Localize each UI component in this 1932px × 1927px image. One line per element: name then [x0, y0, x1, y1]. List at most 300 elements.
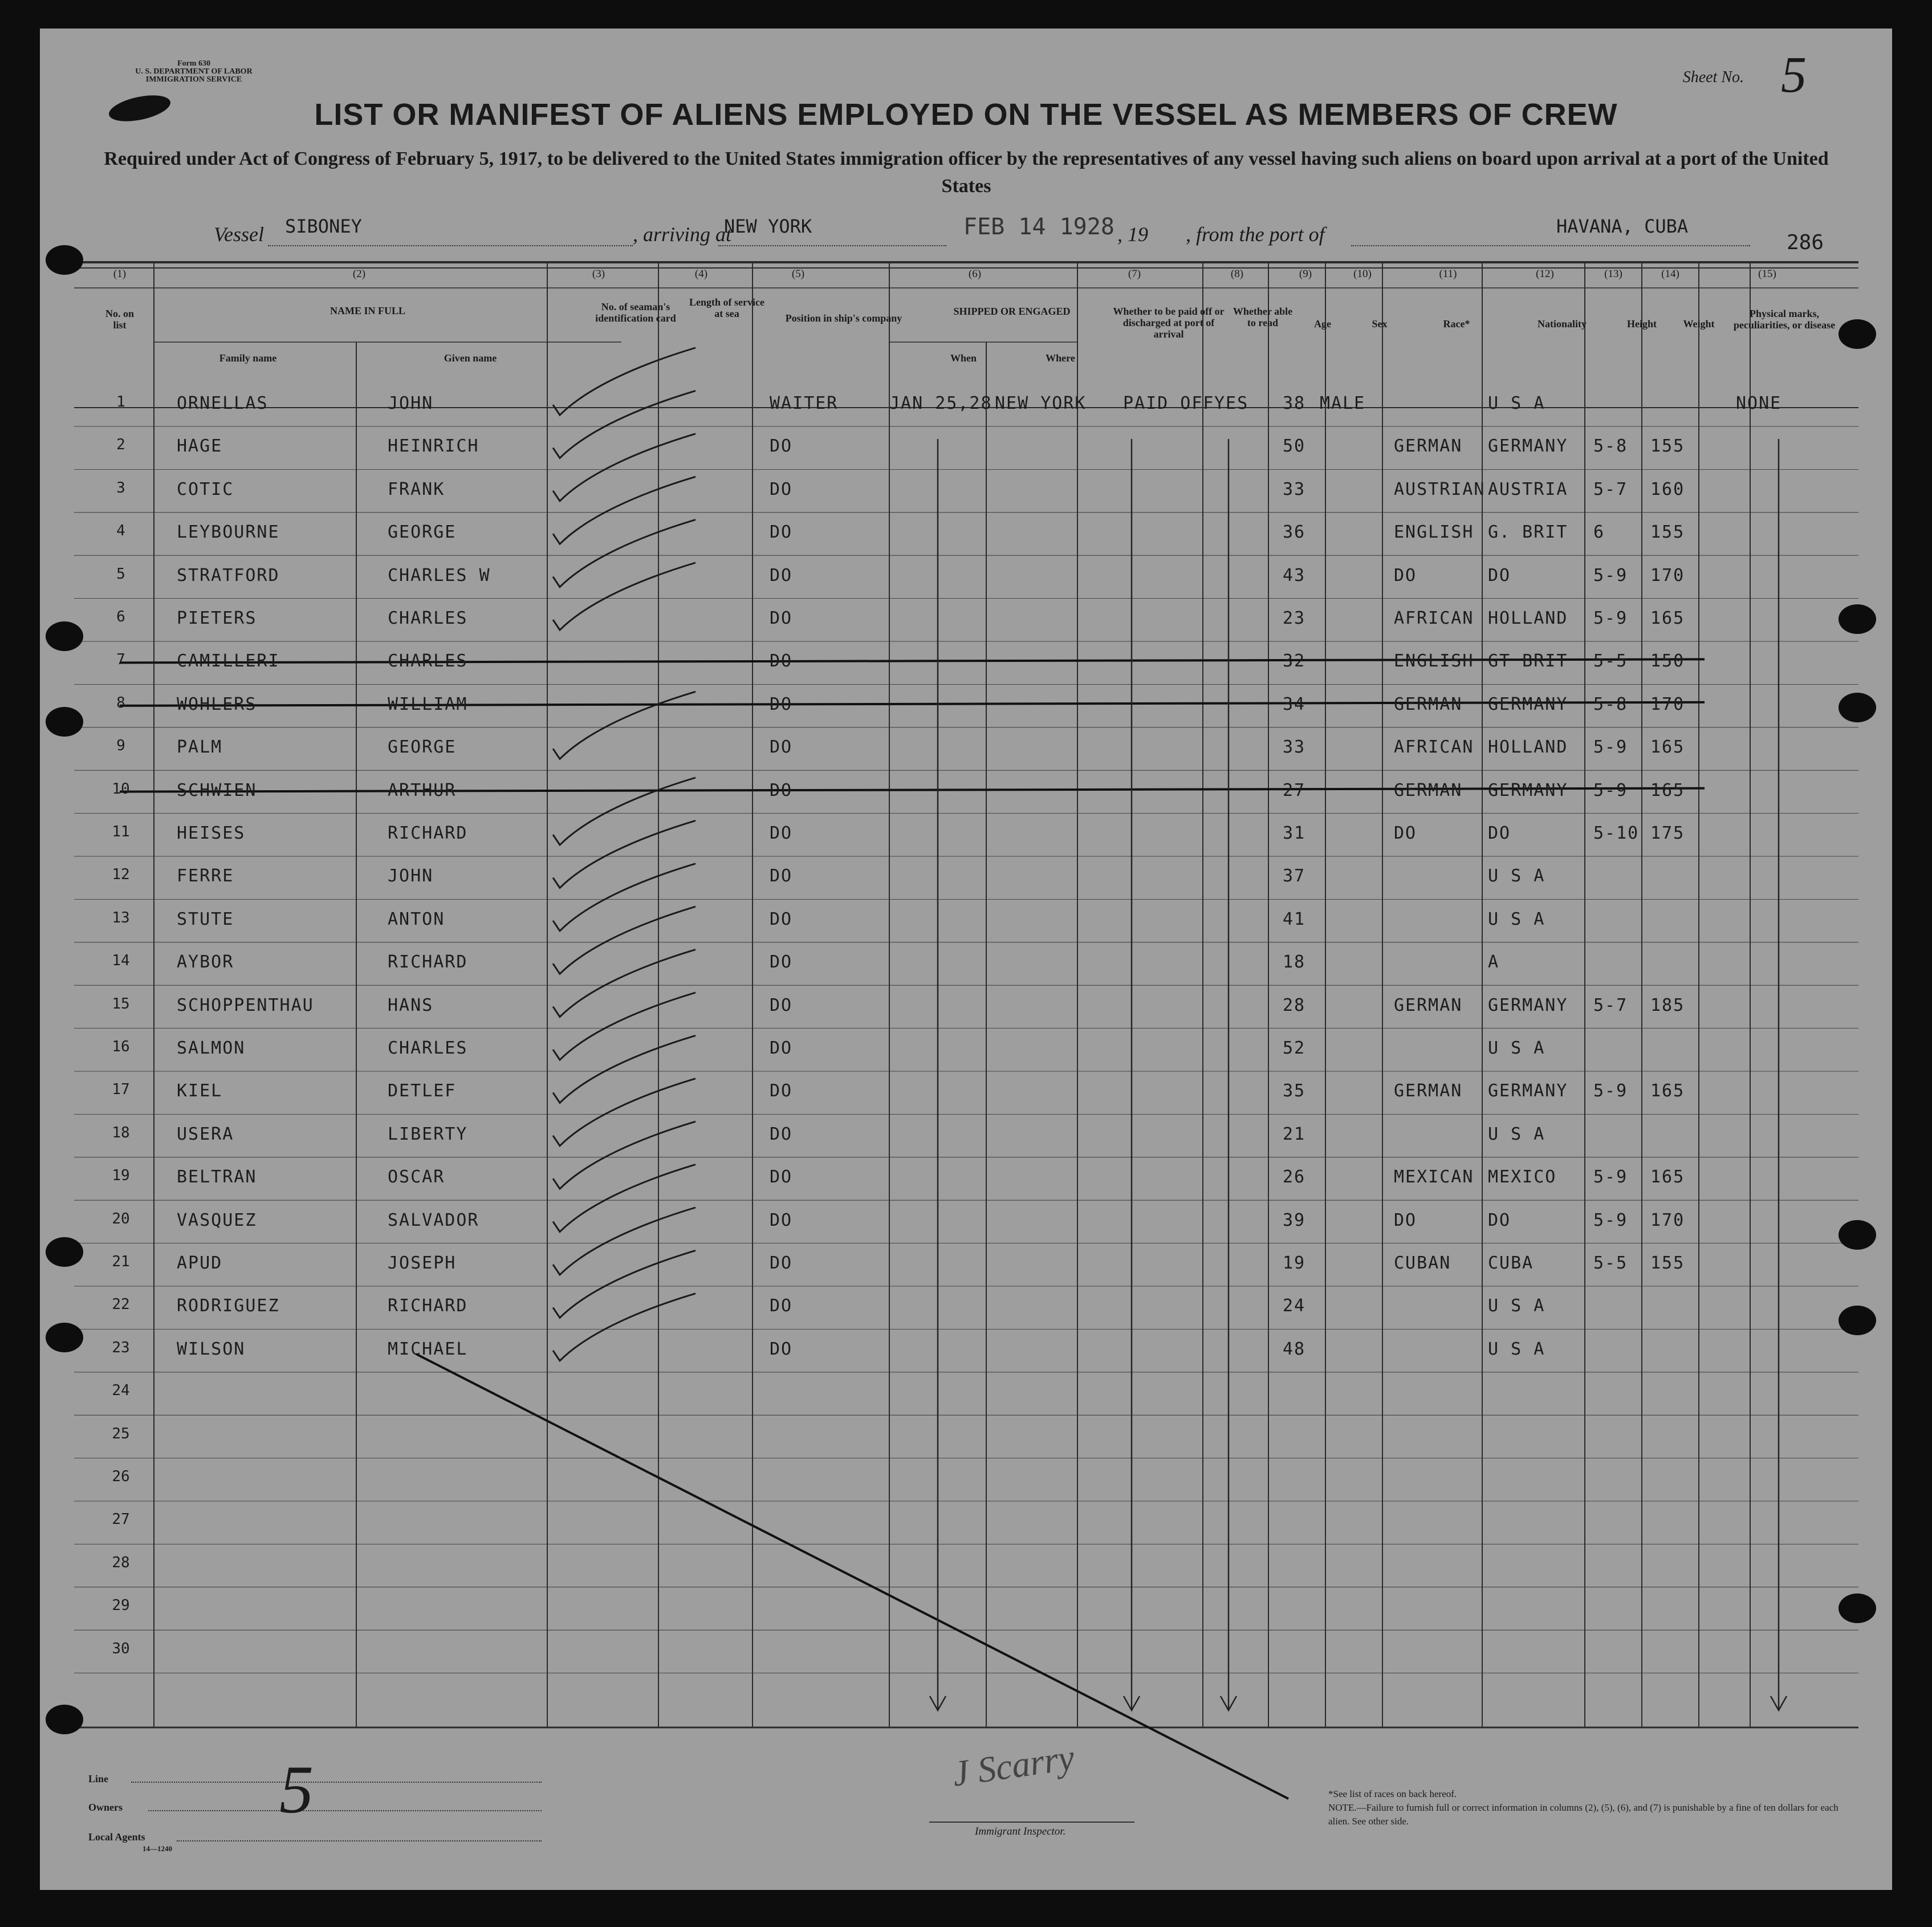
annotation-layer [40, 29, 1892, 1890]
col-num-6: (6) [968, 268, 982, 280]
shipped-when: JAN 25,28 [889, 393, 993, 413]
position: DO [770, 1296, 793, 1316]
given-name: GEORGE [388, 737, 457, 758]
ditto-arrow [930, 439, 946, 1710]
position: DO [770, 479, 793, 499]
family-name: KIEL [177, 1081, 223, 1101]
weight: 170 [1650, 1210, 1685, 1230]
hdr-shipped: SHIPPED OR ENGAGED [953, 306, 1071, 317]
race: GERMAN [1394, 995, 1463, 1015]
nationality: DO [1488, 565, 1511, 586]
col-num-5: (5) [791, 268, 805, 280]
binder-hole [46, 621, 83, 651]
age: 28 [1283, 995, 1306, 1015]
weight: 155 [1650, 1253, 1685, 1273]
position: DO [770, 694, 793, 714]
family-name: BELTRAN [177, 1167, 257, 1188]
given-name: OSCAR [388, 1167, 445, 1188]
height: 5-9 [1593, 608, 1628, 628]
row-number: 20 [112, 1210, 130, 1227]
family-name: RODRIGUEZ [177, 1296, 280, 1316]
nationality: GERMANY [1488, 1081, 1568, 1101]
family-name: SCHOPPENTHAU [177, 995, 314, 1015]
age: 23 [1283, 608, 1306, 628]
given-name: JOHN [388, 866, 434, 887]
position: DO [770, 952, 793, 973]
nationality: U S A [1488, 1296, 1545, 1316]
check-mark [553, 391, 695, 458]
hdr-paid-off: Whether to be paid off or discharged at port of arrival [1113, 306, 1225, 340]
reference-number: 286 [1786, 231, 1824, 254]
age: 35 [1283, 1081, 1306, 1101]
family-name: LEYBOURNE [177, 522, 280, 543]
age: 39 [1283, 1210, 1306, 1230]
row-number: 27 [112, 1511, 130, 1528]
page-title: LIST OR MANIFEST OF ALIENS EMPLOYED ON THE VESSEL AS MEMBERS OF CREW [314, 97, 1618, 132]
family-name: VASQUEZ [177, 1210, 257, 1230]
col-num-3: (3) [592, 268, 605, 280]
height: 5-5 [1593, 1253, 1628, 1273]
row-number: 23 [112, 1339, 130, 1356]
row-number: 18 [112, 1124, 130, 1141]
sex: MALE [1320, 393, 1366, 413]
weight: 175 [1650, 823, 1685, 843]
row-number: 9 [116, 737, 125, 755]
subtitle: Required under Act of Congress of February 5, 1917, to be delivered to the United States immigration officer by the representatives of any vessel having such aliens on board upon arrival at a port of the United States [104, 148, 1829, 197]
row-number: 30 [112, 1640, 130, 1657]
hdr-family-name: Family name [219, 352, 277, 364]
given-name: JOSEPH [388, 1253, 457, 1273]
height: 6 [1593, 522, 1605, 543]
owners-value: 5 [279, 1751, 314, 1827]
race: ENGLISH [1394, 522, 1474, 543]
given-name: CHARLES [388, 608, 468, 628]
position: DO [770, 780, 793, 800]
family-name: USERA [177, 1124, 234, 1144]
hdr-age: Age [1314, 318, 1331, 330]
position: DO [770, 1124, 793, 1144]
hdr-when: When [950, 352, 977, 364]
given-name: WILLIAM [388, 694, 468, 714]
family-name: FERRE [177, 866, 234, 887]
binder-hole [1839, 319, 1876, 349]
position: DO [770, 909, 793, 929]
row-number: 4 [116, 522, 125, 540]
vessel-value: SIBONEY [285, 216, 362, 237]
col-num-8: (8) [1230, 268, 1244, 280]
binder-hole [1839, 693, 1876, 722]
position: DO [770, 1253, 793, 1273]
age: 52 [1283, 1038, 1306, 1058]
service: IMMIGRATION SERVICE [145, 75, 242, 84]
manifest-sheet [40, 29, 1892, 1890]
check-marks [553, 348, 695, 1361]
hdr-able-read: Whether able to read [1233, 306, 1293, 328]
check-mark [553, 1294, 695, 1361]
weight: 155 [1650, 522, 1685, 543]
age: 38 [1283, 393, 1306, 413]
nationality: GERMANY [1488, 995, 1568, 1015]
family-name: SCHWIEN [177, 780, 257, 800]
row-number: 14 [112, 952, 130, 970]
family-name: COTIC [177, 479, 234, 499]
height: 5-9 [1593, 780, 1628, 800]
race: MEXICAN [1394, 1167, 1474, 1188]
check-mark [553, 1165, 695, 1232]
family-name: STUTE [177, 909, 234, 929]
row-number: 7 [116, 651, 125, 669]
weight: 185 [1650, 995, 1685, 1015]
check-mark [553, 1079, 695, 1146]
given-name: CHARLES W [388, 565, 491, 586]
position: DO [770, 1210, 793, 1230]
department: U. S. DEPARTMENT OF LABOR [135, 67, 253, 76]
family-name: STRATFORD [177, 565, 280, 586]
family-name: HAGE [177, 436, 223, 457]
family-name: PIETERS [177, 608, 257, 628]
position: DO [770, 1167, 793, 1188]
age: 18 [1283, 952, 1306, 973]
binder-hole [46, 245, 83, 275]
check-mark [553, 1121, 695, 1189]
race: GERMAN [1394, 436, 1463, 457]
height: 5-7 [1593, 995, 1628, 1015]
check-mark [553, 348, 695, 415]
footnote-races: *See list of races on back hereof. [1328, 1788, 1457, 1799]
height: 5-8 [1593, 694, 1628, 714]
age: 27 [1283, 780, 1306, 800]
row-number: 5 [116, 565, 125, 583]
position: DO [770, 522, 793, 543]
nationality: GERMANY [1488, 694, 1568, 714]
inspector-signature: J Scarry [950, 1737, 1077, 1794]
agents-dotted [177, 1840, 542, 1841]
given-name: HEINRICH [388, 436, 479, 457]
row-number: 12 [112, 866, 130, 884]
height: 5-8 [1593, 436, 1628, 457]
weight: 165 [1650, 1081, 1685, 1101]
nationality: GERMANY [1488, 780, 1568, 800]
hdr-sex: Sex [1372, 318, 1388, 330]
race: CUBAN [1394, 1253, 1451, 1273]
column-ditto-arrows [930, 439, 1787, 1710]
family-name: AYBOR [177, 952, 234, 973]
given-name: ARTHUR [388, 780, 457, 800]
check-mark [553, 692, 695, 759]
paid-off: PAID OFF [1123, 393, 1215, 413]
hdr-height: Height [1627, 318, 1657, 330]
given-name: SALVADOR [388, 1210, 479, 1230]
row-number: 22 [112, 1296, 130, 1314]
weight: 165 [1650, 608, 1685, 628]
check-mark [553, 820, 695, 888]
family-name: APUD [177, 1253, 223, 1273]
nationality: U S A [1488, 1038, 1545, 1058]
height: 5-7 [1593, 479, 1628, 499]
row-number: 25 [112, 1425, 130, 1442]
position: DO [770, 995, 793, 1015]
able-to-read: YES [1214, 393, 1249, 413]
nationality: GT BRIT [1488, 651, 1568, 672]
hdr-given-name: Given name [444, 352, 497, 364]
age: 26 [1283, 1167, 1306, 1188]
weight: 150 [1650, 651, 1685, 672]
age: 43 [1283, 565, 1306, 586]
weight: 155 [1650, 436, 1685, 457]
col-num-12: (12) [1536, 268, 1554, 280]
check-mark [553, 563, 695, 630]
physical-marks: NONE [1736, 393, 1782, 413]
col-num-10: (10) [1353, 268, 1372, 280]
age: 24 [1283, 1296, 1306, 1316]
given-name: CHARLES [388, 1038, 468, 1058]
nationality: HOLLAND [1488, 608, 1568, 628]
row-number: 16 [112, 1038, 130, 1055]
given-name: HANS [388, 995, 434, 1015]
col-num-7: (7) [1128, 268, 1141, 280]
position: DO [770, 1339, 793, 1359]
weight: 165 [1650, 1167, 1685, 1188]
sheet-label: Sheet No. [1682, 68, 1744, 86]
check-mark [553, 950, 695, 1017]
weight: 170 [1650, 694, 1685, 714]
port-value: HAVANA, CUBA [1556, 216, 1689, 237]
col-num-9: (9) [1299, 268, 1312, 280]
position: WAITER [770, 393, 839, 413]
weight: 170 [1650, 565, 1685, 586]
race: DO [1394, 565, 1417, 586]
binder-hole [1839, 1220, 1876, 1250]
race: GERMAN [1394, 694, 1463, 714]
race: AFRICAN [1394, 608, 1474, 628]
given-name: GEORGE [388, 522, 457, 543]
family-name: CAMILLERI [177, 651, 280, 672]
row-number: 8 [116, 694, 125, 712]
given-name: RICHARD [388, 823, 468, 843]
given-name: FRANK [388, 479, 445, 499]
hdr-weight: Weight [1683, 318, 1715, 330]
age: 33 [1283, 479, 1306, 499]
race: ENGLISH [1394, 651, 1474, 672]
ditto-arrow [1124, 439, 1140, 1710]
year-label: , 19 [1117, 223, 1148, 246]
nationality: CUBA [1488, 1253, 1534, 1273]
row-number: 15 [112, 995, 130, 1013]
row-number: 24 [112, 1382, 130, 1400]
check-mark [553, 477, 695, 544]
row-number: 6 [116, 608, 125, 625]
family-name: ORNELLAS [177, 393, 269, 413]
position: DO [770, 866, 793, 887]
row-number: 28 [112, 1554, 130, 1571]
nationality: MEXICO [1488, 1167, 1557, 1188]
age: 31 [1283, 823, 1306, 843]
col-num-15: (15) [1758, 268, 1776, 280]
given-name: ANTON [388, 909, 445, 929]
inspector-line [929, 1822, 1134, 1823]
nationality: DO [1488, 823, 1511, 843]
position: DO [770, 608, 793, 628]
given-name: RICHARD [388, 1296, 468, 1316]
binder-hole [46, 1237, 83, 1267]
cancel-diagonal-line [416, 1354, 1288, 1799]
family-name: WILSON [177, 1339, 246, 1359]
row-number: 3 [116, 479, 125, 497]
position: DO [770, 1038, 793, 1058]
arriving-label: , arriving at [633, 223, 732, 246]
nationality: G. BRIT [1488, 522, 1568, 543]
age: 33 [1283, 737, 1306, 758]
race: AFRICAN [1394, 737, 1474, 758]
date-stamp: FEB 14 1928 [963, 214, 1115, 240]
shipped-where: NEW YORK [995, 393, 1087, 413]
check-mark [553, 1250, 695, 1318]
height: 5-9 [1593, 1210, 1628, 1230]
given-name: DETLEF [388, 1081, 457, 1101]
agents-label: Local Agents [88, 1831, 145, 1843]
nationality: HOLLAND [1488, 737, 1568, 758]
age: 37 [1283, 866, 1306, 887]
race: AUSTRIAN [1394, 479, 1486, 499]
age: 41 [1283, 909, 1306, 929]
inspector-label: Immigrant Inspector. [975, 1826, 1066, 1837]
age: 48 [1283, 1339, 1306, 1359]
sheet-number: 5 [1781, 47, 1807, 103]
binder-hole [46, 1705, 83, 1734]
line-label: Line [88, 1773, 109, 1784]
position: DO [770, 1081, 793, 1101]
row-number: 1 [116, 393, 125, 410]
position: DO [770, 823, 793, 843]
height: 5-9 [1593, 1167, 1628, 1188]
col-num-14: (14) [1661, 268, 1679, 280]
check-mark [553, 906, 695, 974]
arriving-value: NEW YORK [724, 216, 812, 237]
col-num-4: (4) [694, 268, 708, 280]
owners-dotted [148, 1810, 542, 1811]
row-number: 21 [112, 1253, 130, 1270]
check-mark [553, 1208, 695, 1275]
given-name: CHARLES [388, 651, 468, 672]
race: DO [1394, 823, 1417, 843]
age: 36 [1283, 522, 1306, 543]
footnote-note: NOTE.—Failure to furnish full or correct information in columns (2), (5), (6), and (7) is punishable by a fine of ten dollars for each alien. See other side. [1328, 1802, 1839, 1827]
position: DO [770, 737, 793, 758]
row-number: 17 [112, 1081, 130, 1099]
race: DO [1394, 1210, 1417, 1230]
height: 5-10 [1593, 823, 1640, 843]
hdr-no-on-list: No. on list [105, 308, 134, 331]
position: DO [770, 565, 793, 586]
nationality: U S A [1488, 909, 1545, 929]
height: 5-9 [1593, 565, 1628, 586]
age: 19 [1283, 1253, 1306, 1273]
row-number: 13 [112, 909, 130, 926]
given-name: LIBERTY [388, 1124, 468, 1144]
weight: 165 [1650, 737, 1685, 758]
hdr-length-service: Length of service at sea [689, 296, 764, 319]
nationality: A [1488, 952, 1500, 973]
col-num-11: (11) [1439, 268, 1457, 280]
hdr-id-card: No. of seaman's identification card [595, 301, 676, 324]
hdr-race: Race* [1443, 318, 1470, 330]
binder-hole [46, 1323, 83, 1352]
col-num-1: (1) [113, 268, 127, 280]
row-number: 2 [116, 436, 125, 454]
form-number: Form 630 [177, 59, 210, 68]
hdr-nationality: Nationality [1537, 318, 1587, 330]
row-number: 29 [112, 1597, 130, 1615]
hdr-where: Where [1046, 352, 1075, 364]
age: 34 [1283, 694, 1306, 714]
form-code: 14—1240 [143, 1844, 172, 1853]
check-mark [553, 993, 695, 1060]
family-name: SALMON [177, 1038, 246, 1058]
weight: 165 [1650, 780, 1685, 800]
race: GERMAN [1394, 780, 1463, 800]
hdr-position: Position in ship's company [785, 312, 902, 324]
row-number: 19 [112, 1167, 130, 1185]
given-name: JOHN [388, 393, 434, 413]
binder-hole [1839, 1306, 1876, 1335]
binder-hole [1839, 1593, 1876, 1623]
owners-label: Owners [88, 1802, 123, 1813]
check-mark [553, 520, 695, 587]
family-name: PALM [177, 737, 223, 758]
row-number: 26 [112, 1468, 130, 1485]
line-dotted [131, 1782, 542, 1783]
nationality: U S A [1488, 866, 1545, 887]
height: 5-9 [1593, 1081, 1628, 1101]
race: GERMAN [1394, 1081, 1463, 1101]
position: DO [770, 651, 793, 672]
height: 5-9 [1593, 737, 1628, 758]
check-mark [553, 778, 695, 845]
family-name: WOHLERS [177, 694, 257, 714]
hdr-marks: Physical marks, peculiarities, or disease [1733, 308, 1836, 331]
col-num-13: (13) [1604, 268, 1622, 280]
check-mark [553, 434, 695, 501]
row-number: 11 [112, 823, 130, 840]
weight: 160 [1650, 479, 1685, 499]
nationality: U S A [1488, 1124, 1545, 1144]
vessel-label: Vessel [214, 223, 264, 246]
from-label: , from the port of [1186, 223, 1325, 246]
given-name: RICHARD [388, 952, 468, 973]
binder-hole [1839, 604, 1876, 634]
check-mark [553, 1035, 695, 1103]
nationality: AUSTRIA [1488, 479, 1568, 499]
age: 21 [1283, 1124, 1306, 1144]
col-num-2: (2) [352, 268, 366, 280]
age: 50 [1283, 436, 1306, 457]
position: DO [770, 436, 793, 457]
family-name: HEISES [177, 823, 246, 843]
check-mark [553, 864, 695, 931]
age: 32 [1283, 651, 1306, 672]
nationality: U S A [1488, 1339, 1545, 1359]
nationality: GERMANY [1488, 436, 1568, 457]
hdr-name-in-full: NAME IN FULL [330, 305, 405, 316]
height: 5-5 [1593, 651, 1628, 672]
binder-hole [46, 707, 83, 737]
row-number: 10 [112, 780, 130, 798]
ditto-arrow [1221, 439, 1237, 1710]
given-name: MICHAEL [388, 1339, 468, 1359]
nationality: DO [1488, 1210, 1511, 1230]
footnote [1328, 1787, 1841, 1828]
nationality: U S A [1488, 393, 1545, 413]
